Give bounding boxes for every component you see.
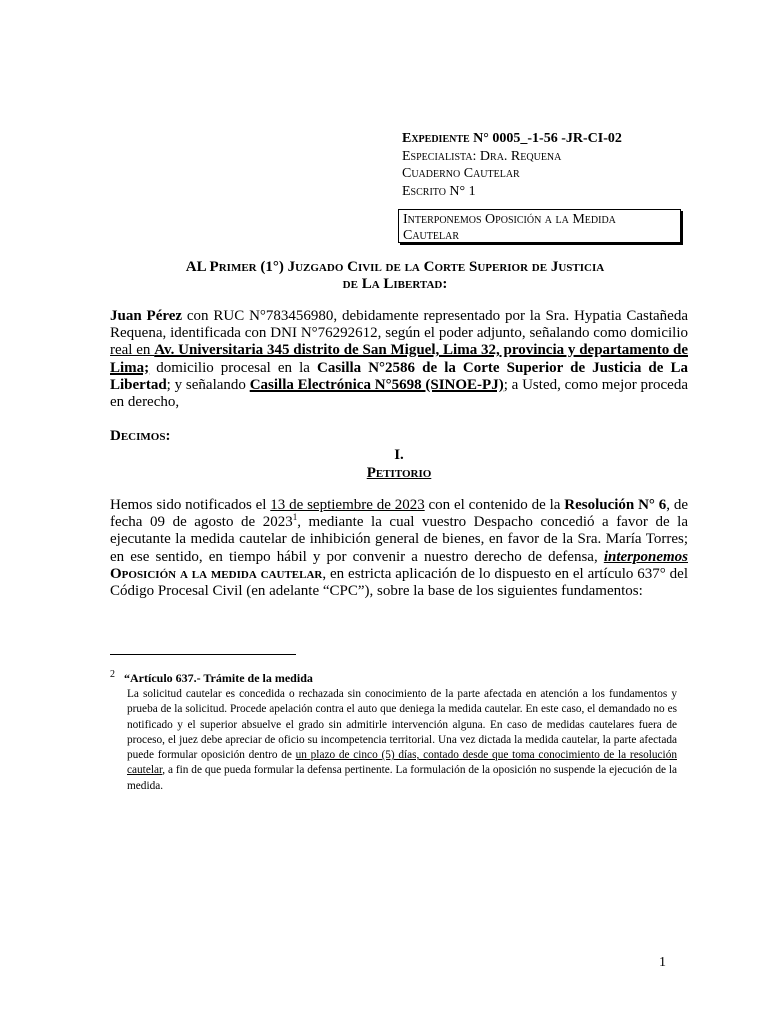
footnote-plazo: un plazo de cinco (5) días, contado desde que toma conocimiento de la resolución cautelar: [127, 749, 677, 777]
cuaderno-line: Cuaderno Cautelar: [402, 166, 520, 181]
section-number: I.: [394, 447, 404, 463]
expediente-line: Expediente N° 0005_-1-56 -JR-CI-02: [402, 131, 622, 146]
section-title: [110, 464, 688, 482]
intro-paragraph: [110, 308, 688, 411]
footnote-separator: [110, 654, 296, 655]
footnote-text-1: La solicitud cautelar es concedida o rechazada sin conocimiento de la parte afectada en atención a los fundamentos y prueba de la solicitud. Procede apelación contra el auto que deniega la medida cautelar. En este caso, el demandado no es notificado y el superior absuelve el grado sin admitirle intervención alguna. En caso de medidas cautelares fuera de proceso, el juez debe apreciar de oficio su incompetencia territorial. Una vez dictada la medida cautelar, la parte afectada puede formular oposición dentro de: [127, 688, 677, 762]
especialista-line: Especialista: Dra. Requena: [402, 148, 562, 164]
casilla-fisica: Casilla N°2586 de la Corte Superior de Justicia de La Libertad: [110, 359, 688, 393]
oposicion-phrase: Oposición a la medida cautelar: [110, 565, 323, 582]
footnote-body: [127, 687, 677, 794]
intro-text-1: con RUC N°783456980, debidamente representado por la Sra. Hypatia Castañeda Requena, identificada con DNI N°76292612, según el poder adjunto, señalando como domicilio: [110, 308, 689, 342]
intro-text-5: ; a Usted, como mejor proceda en derecho,: [110, 376, 688, 411]
case-header: [402, 130, 622, 200]
petitorio-text-1: Hemos sido notificados el: [110, 497, 271, 513]
notification-date: 13 de septiembre de 2023: [270, 497, 425, 513]
intro-text-2: real en: [110, 342, 155, 359]
petitorio-paragraph: [110, 497, 688, 600]
footnote-reference: 1: [292, 512, 298, 523]
sumilla-box: Interponemos Oposición a la Medida Cautelar: [398, 209, 681, 243]
court-address-line2: de La Libertad:: [342, 276, 448, 292]
resolution-number: Resolución N° 6: [564, 497, 667, 513]
party-name: Juan Pérez: [110, 308, 183, 324]
petitorio-text-4: , mediante la cual vuestro Despacho concedió a favor de la ejecutante la medida cautelar de inhibición general de bienes, en favor de la Sra. María Torres; en ese sentido, en tiempo hábil y por convenir a nuestro derecho de defensa,: [110, 514, 689, 565]
petitorio-text-6: , en estricta aplicación de lo dispuesto en el artículo 637° del Código Procesal Civil (en adelante “CPC”), sobre la base de los siguientes fundamentos:: [110, 565, 688, 600]
escrito-line: Escrito N° 1: [402, 183, 476, 199]
court-address-line1: AL Primer (1°) Juzgado Civil de la Corte Superior de Justicia: [185, 259, 605, 275]
petitorio-text-3: , de fecha 09 de agosto de 2023: [110, 497, 688, 531]
decimos-heading: Decimos:: [110, 428, 171, 444]
intro-text-4: ; y señalando: [166, 376, 250, 393]
footnote-text-2: , a fin de que pueda formular la defensa pertinente. La formulación de la oposición no suspende la ejecución de la medida.: [127, 764, 677, 792]
intro-text-3: domicilio procesal en la: [149, 359, 317, 376]
interponemos-word: interponemos: [603, 548, 688, 565]
petitorio-text-2: con el contenido de la: [424, 497, 565, 513]
footnote-title: “Artículo 637.- Trámite de la medida: [124, 671, 313, 685]
real-address: Av. Universitaria 345 distrito de San Miguel, Lima 32, provincia y departamento de Lima;: [110, 342, 688, 376]
page-number: 1: [659, 955, 666, 970]
footnote-mark: 2: [110, 669, 115, 680]
casilla-electronica: Casilla Electrónica N°5698 (SINOE-PJ): [249, 376, 504, 393]
section-title-text: Petitorio: [366, 465, 432, 481]
